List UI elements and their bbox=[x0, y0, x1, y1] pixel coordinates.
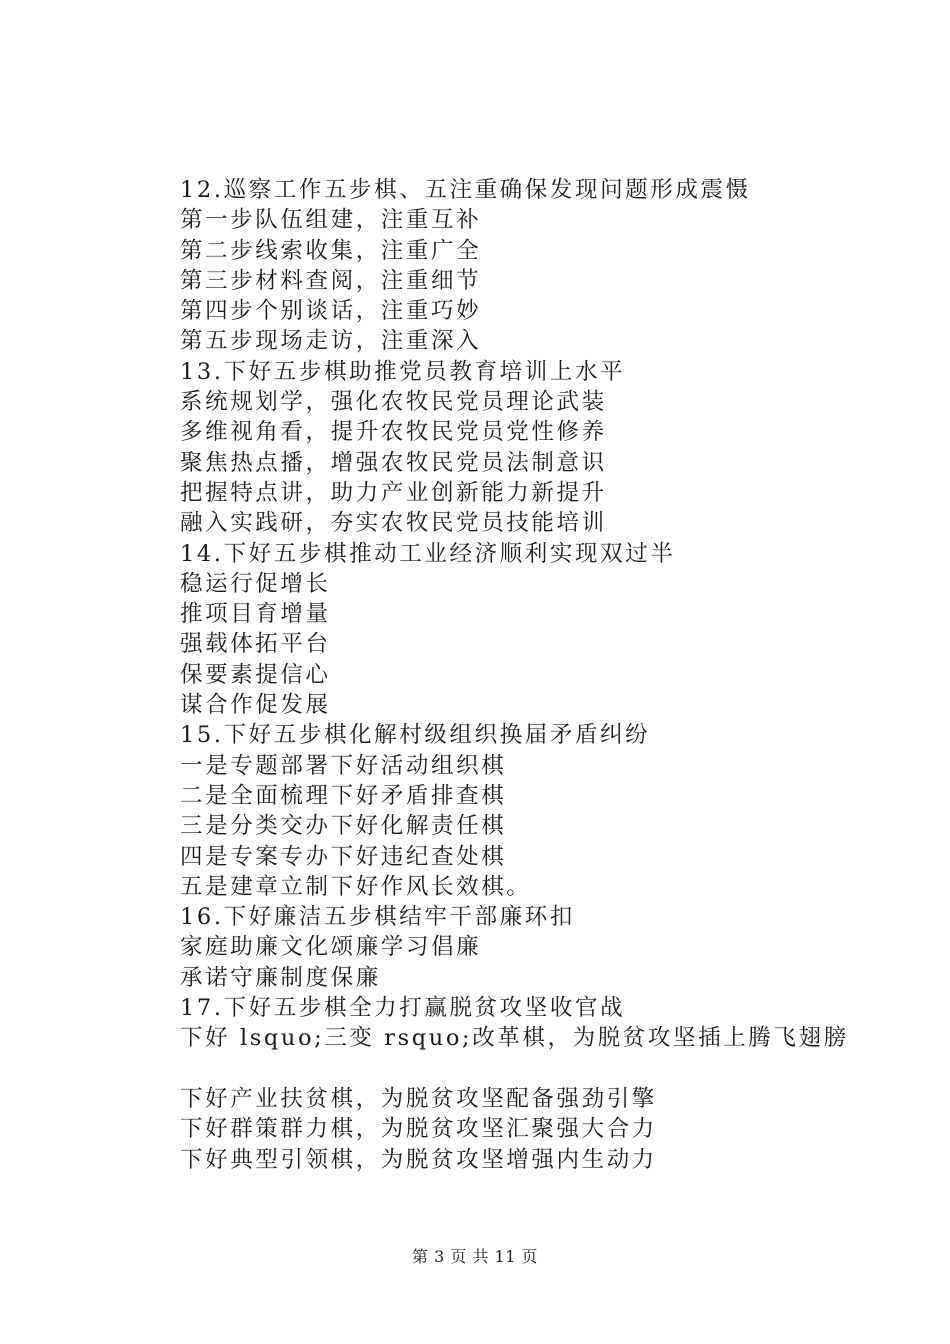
text-line: 第二步线索收集，注重广全 bbox=[180, 237, 482, 264]
text-line: 融入实践研，夯实农牧民党员技能培训 bbox=[180, 510, 607, 537]
blank-line bbox=[180, 1054, 880, 1084]
text-line: 多维视角看，提升农牧民党员党性修养 bbox=[180, 419, 607, 446]
page-footer: 第 3 页 共 11 页 bbox=[412, 1247, 538, 1266]
text-line: 五是建章立制下好作风长效棋。 bbox=[180, 873, 532, 900]
text-line: 第四步个别谈话，注重巧妙 bbox=[180, 298, 482, 325]
text-line: 下好典型引领棋，为脱贫攻坚增强内生动力 bbox=[180, 1146, 657, 1173]
text-line: 聚焦热点播，增强农牧民党员法制意识 bbox=[180, 449, 607, 476]
text-line: 把握特点讲，助力产业创新能力新提升 bbox=[180, 479, 607, 506]
text-line: 一是专题部署下好活动组织棋 bbox=[180, 752, 507, 779]
text-line: 稳运行促增长 bbox=[180, 570, 331, 597]
text-line: 第三步材料查阅，注重细节 bbox=[180, 267, 482, 294]
text-line: 四是专案专办下好违纪查处棋 bbox=[180, 843, 507, 870]
text-line: 保要素提信心 bbox=[180, 661, 331, 688]
text-line: 系统规划学，强化农牧民党员理论武装 bbox=[180, 389, 607, 416]
document-body bbox=[180, 175, 880, 1175]
text-line: 15.下好五步棋化解村级组织换届矛盾纠纷 bbox=[180, 722, 651, 749]
text-line: 三是分类交办下好化解责任棋 bbox=[180, 813, 507, 840]
text-line: 下好 lsquo;三变 rsquo;改革棋，为脱贫攻坚插上腾飞翅膀 bbox=[180, 1025, 849, 1052]
text-line: 强载体拓平台 bbox=[180, 631, 331, 658]
text-line: 16.下好廉洁五步棋结牢干部廉环扣 bbox=[180, 904, 575, 931]
text-line: 12.巡察工作五步棋、五注重确保发现问题形成震慑 bbox=[180, 177, 751, 203]
text-line: 推项目育增量 bbox=[180, 601, 331, 628]
text-line: 下好产业扶贫棋，为脱贫攻坚配备强劲引擎 bbox=[180, 1085, 657, 1112]
text-line: 第五步现场走访，注重深入 bbox=[180, 328, 482, 355]
text-line: 家庭助廉文化颂廉学习倡廉 bbox=[180, 934, 482, 961]
text-line: 下好群策群力棋，为脱贫攻坚汇聚强大合力 bbox=[180, 1116, 657, 1143]
text-line: 承诺守廉制度保廉 bbox=[180, 964, 381, 991]
text-line: 14.下好五步棋推动工业经济顺利实现双过半 bbox=[180, 540, 676, 567]
text-line: 二是全面梳理下好矛盾排查棋 bbox=[180, 782, 507, 809]
text-line: 谋合作促发展 bbox=[180, 692, 331, 719]
text-line: 17.下好五步棋全力打赢脱贫攻坚收官战 bbox=[180, 995, 626, 1022]
text-line: 第一步队伍组建，注重互补 bbox=[180, 207, 482, 234]
text-line: 13.下好五步棋助推党员教育培训上水平 bbox=[180, 358, 626, 385]
